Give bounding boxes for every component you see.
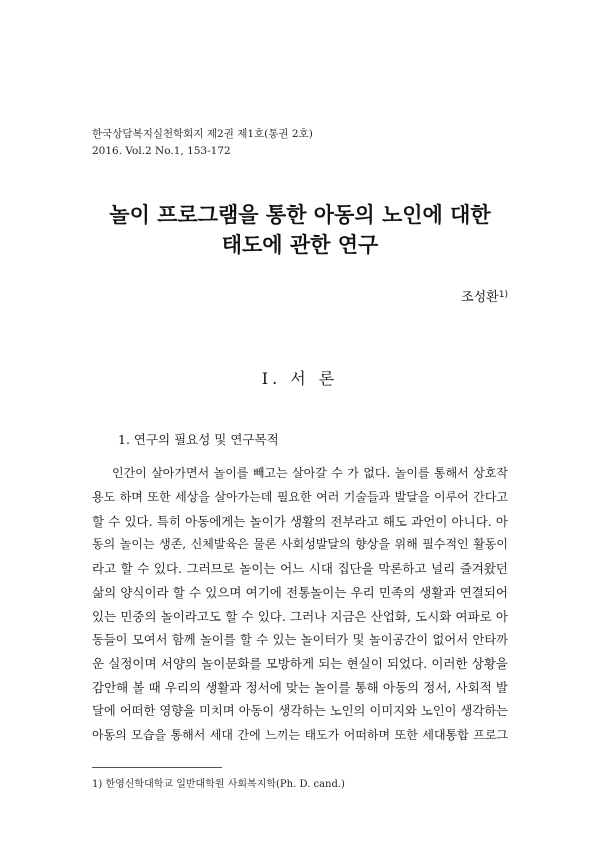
body-line: 용도 하며 또한 세상을 살아가는데 필요한 여러 기술들과 발달을 이루어 간다고 xyxy=(92,489,508,504)
body-paragraph xyxy=(92,462,508,748)
body-line: 동의 놀이는 생존, 신체발육은 물론 사회성발달의 향상을 위해 필수적인 활동이 xyxy=(92,537,508,552)
paper-title-line-2: 태도에 관한 연구 xyxy=(221,233,379,257)
author-name: 조성환 xyxy=(461,290,499,305)
journal-volume-line: 한국상담복지실천학회지 제2권 제1호(통권 2호) xyxy=(92,128,313,140)
body-line: 달에 어떠한 영향을 미치며 아동이 생각하는 노인의 이미지와 노인이 생각하는 xyxy=(92,703,508,718)
body-line: 할 수 있다. 특히 아동에게는 놀이가 생활의 전부라고 해도 과언이 아니다. 아 xyxy=(92,513,508,529)
paper-title-line-1: 놀이 프로그램을 통한 아동의 노인에 대한 xyxy=(109,203,491,227)
body-line: 운 실정이며 서양의 놀이문화를 모방하게 되는 현실이 되었다. 이러한 상황을 xyxy=(92,656,508,672)
body-line: 인간이 살아가면서 놀이를 빼고는 살아갈 수 가 없다. 놀이를 통해서 상호작 xyxy=(112,466,508,480)
paper-title xyxy=(0,200,600,260)
section-heading: Ⅰ. 서 론 xyxy=(261,369,339,388)
journal-issue-line: 2016. Vol.2 No.1, 153-172 xyxy=(92,145,231,157)
footnote-divider xyxy=(92,767,222,768)
body-line: 감안해 볼 때 우리의 생활과 정서에 맞는 놀이를 통해 아동의 정서, 사회적 발 xyxy=(92,680,508,696)
body-line: 있는 민중의 놀이라고도 할 수 있다. 그러나 지금은 산업화, 도시화 여파로 아 xyxy=(92,608,508,624)
body-line: 동들이 모여서 함께 놀이를 할 수 있는 놀이터가 및 놀이공간이 없어서 안타까 xyxy=(92,632,508,647)
subsection-heading: 1. 연구의 필요성 및 연구목적 xyxy=(118,432,279,447)
journal-info xyxy=(92,126,313,160)
body-line: 삶의 양식이라 할 수 있으며 여기에 전통놀이는 우리 민족의 생활과 연결되어 xyxy=(92,584,508,600)
footnote: 1) 한영신학대학교 일반대학원 사회복지학(Ph. D. cand.) xyxy=(92,779,345,790)
author-footnote-mark: 1) xyxy=(498,290,508,300)
body-line: 라고 할 수 있다. 그러므로 놀이는 어느 시대 집단을 막론하고 널리 즐겨왔던 xyxy=(92,561,508,577)
body-line: 아동의 모습을 통해서 세대 간에 느끼는 태도가 어떠하며 또한 세대통합 프로그 xyxy=(92,727,508,742)
author xyxy=(461,286,508,305)
